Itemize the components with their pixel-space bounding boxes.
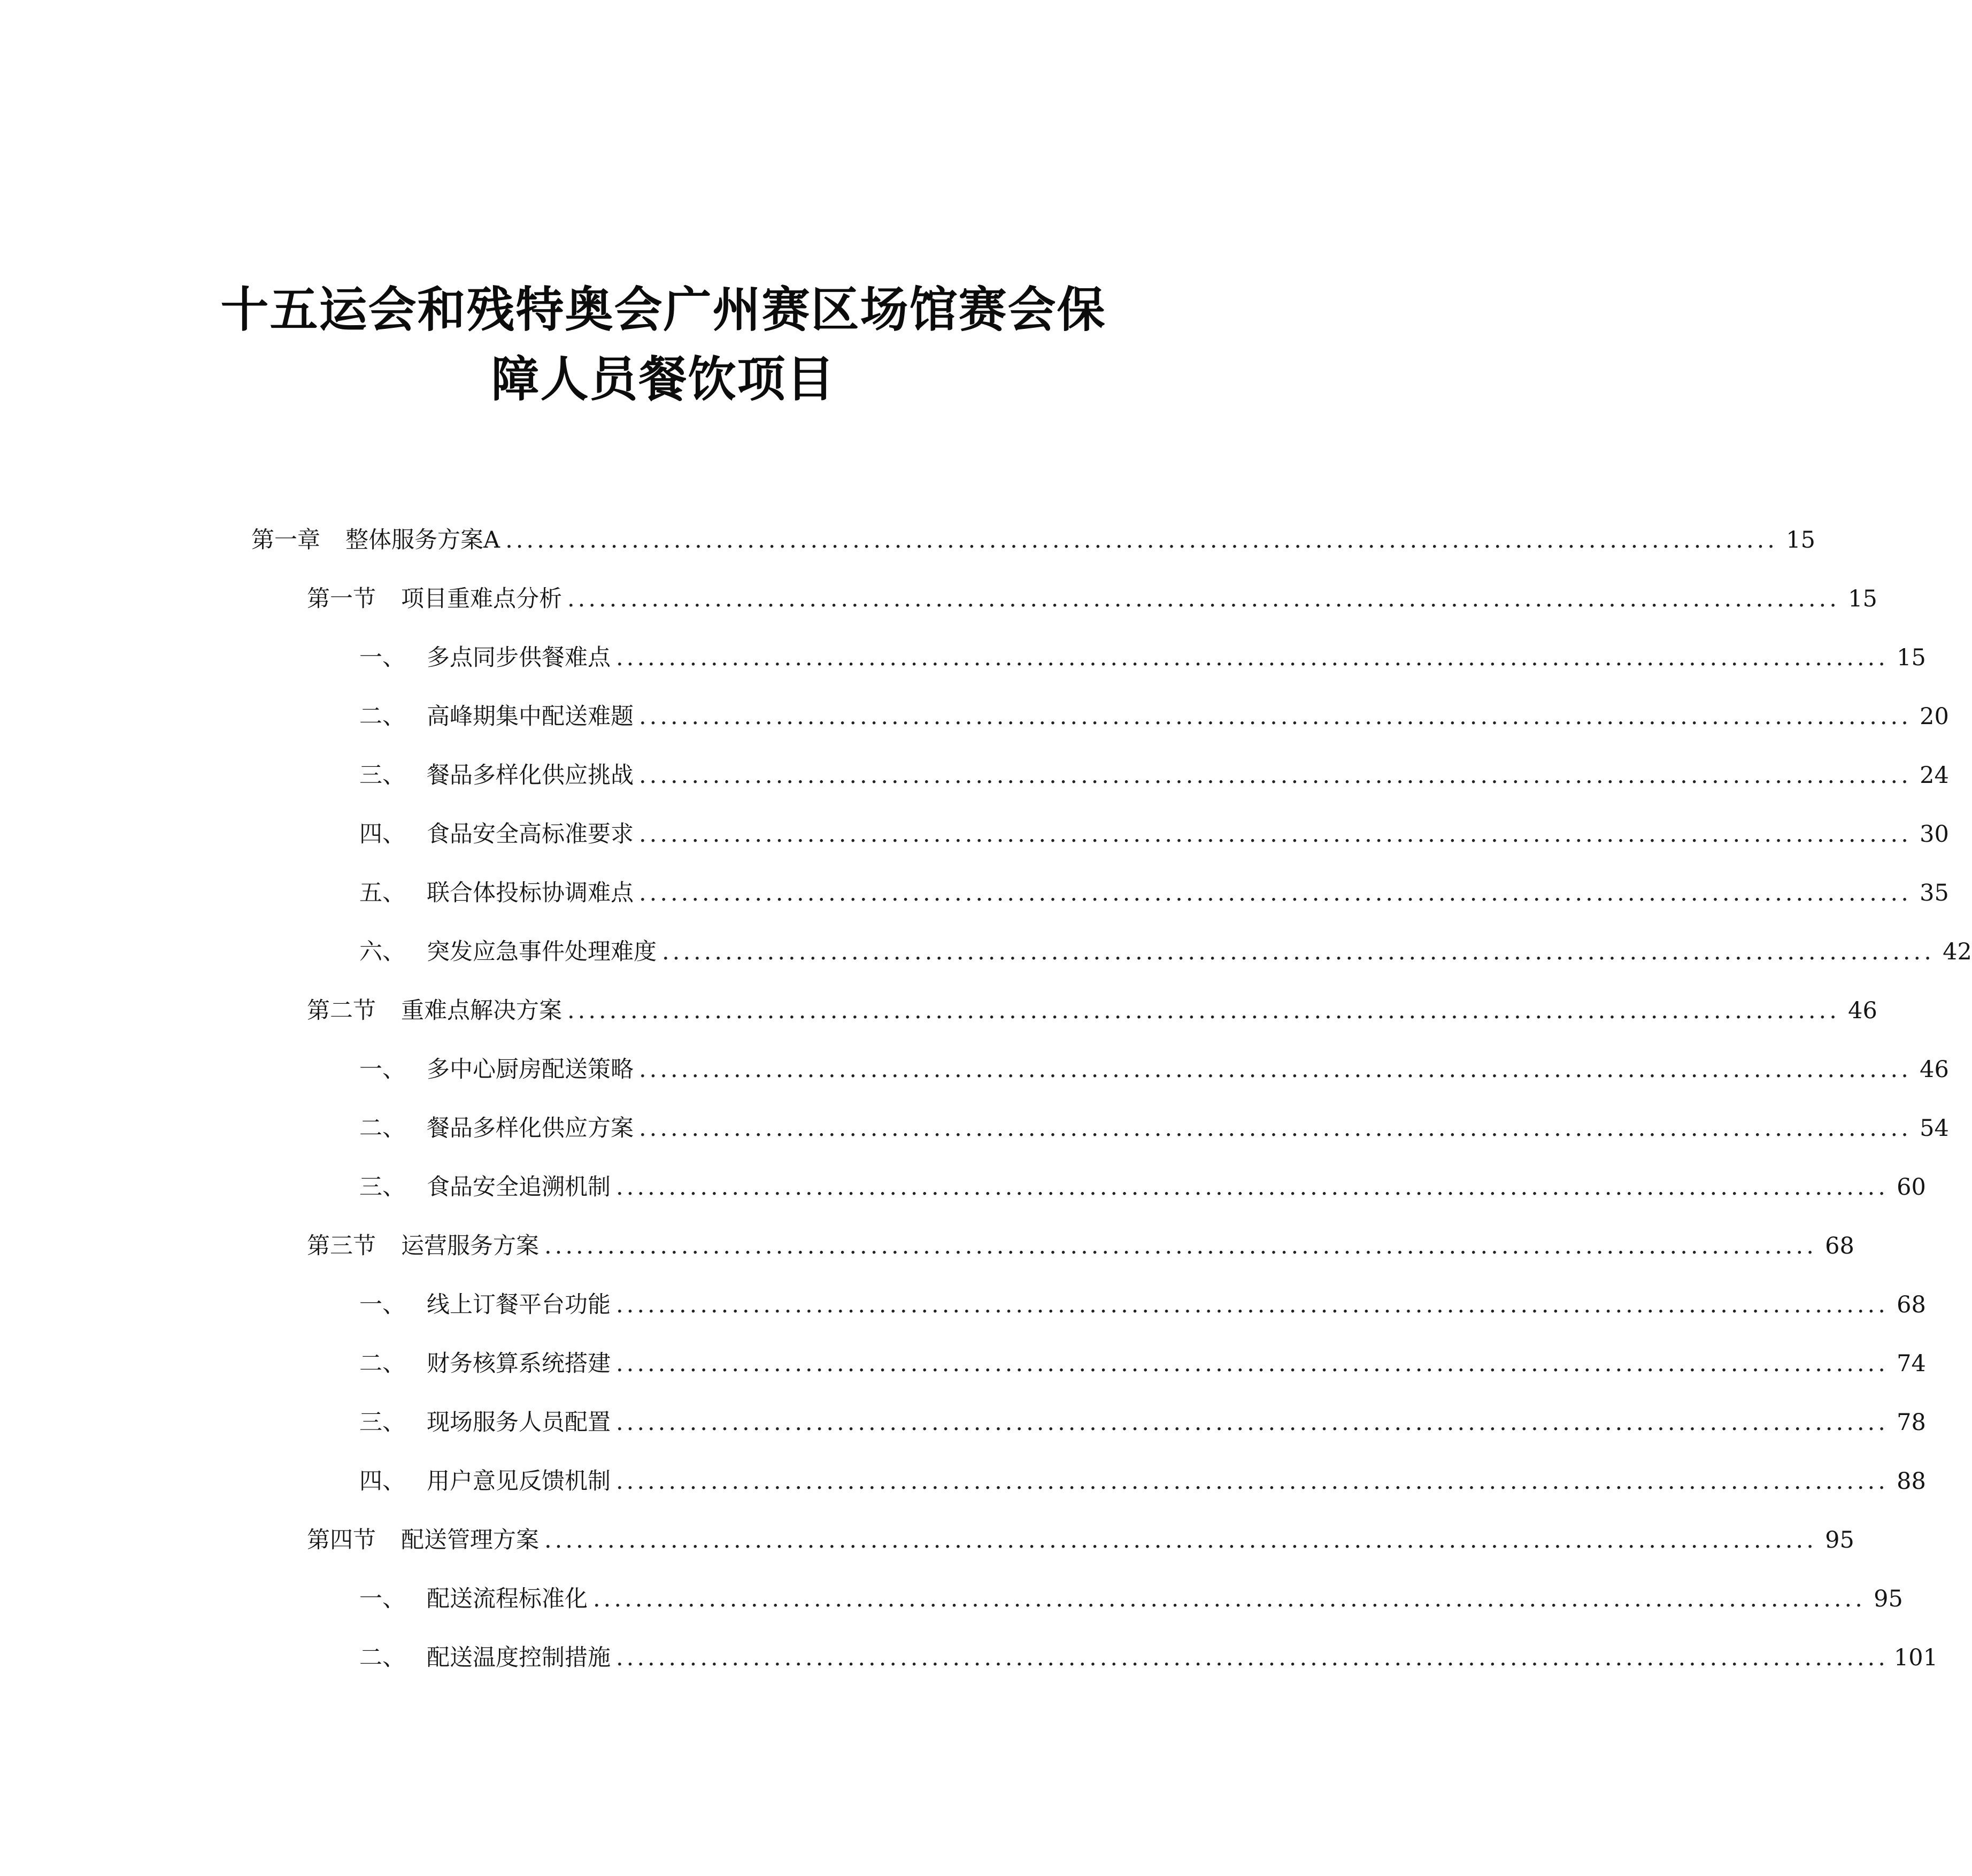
toc-leader-dots: ......................................................................................................................... <box>639 762 1912 789</box>
toc-label: 多中心厨房配送策略 <box>427 1056 634 1083</box>
toc-leader-dots: ......................................................................................................................... <box>616 1644 1889 1671</box>
toc-number: 五、 <box>359 880 405 906</box>
toc-label: 项目重难点分析 <box>401 586 562 612</box>
document-title-line-1: 十五运会和残特奥会广州赛区场馆赛会保 <box>220 282 1106 338</box>
toc-label: 联合体投标协调难点 <box>427 880 634 906</box>
toc-page-number: 30 <box>1920 821 1949 848</box>
toc-number: 四、 <box>359 821 405 848</box>
toc-label: 财务核算系统搭建 <box>427 1350 611 1377</box>
toc-leader-dots: ......................................................................................................................... <box>639 1056 1912 1083</box>
toc-entry-chapter[interactable] <box>251 519 1815 562</box>
toc-page-number: 15 <box>1848 586 1877 612</box>
toc-leader-dots: ......................................................................................................................... <box>616 1409 1889 1436</box>
toc-entry-subsection[interactable] <box>359 1342 1926 1385</box>
toc-number: 二、 <box>359 1644 405 1671</box>
toc-page-number: 95 <box>1825 1527 1854 1554</box>
toc-leader-dots: ......................................................................................................................... <box>662 939 1935 965</box>
toc-label: 运营服务方案 <box>401 1233 539 1259</box>
toc-page-number: 42 <box>1943 939 1972 965</box>
toc-page-number: 74 <box>1897 1350 1926 1377</box>
toc-page-number: 88 <box>1897 1468 1926 1495</box>
toc-leader-dots: ......................................................................................................................... <box>567 586 1840 612</box>
toc-label: 用户意见反馈机制 <box>427 1468 611 1495</box>
toc-label: 多点同步供餐难点 <box>427 644 611 671</box>
toc-leader-dots: ......................................................................................................................... <box>639 821 1912 848</box>
toc-label: 现场服务人员配置 <box>427 1409 611 1436</box>
toc-entry-subsection[interactable] <box>359 1048 1949 1091</box>
toc-entry-subsection[interactable] <box>359 813 1949 856</box>
toc-page-number: 24 <box>1920 762 1949 789</box>
toc-entry-subsection[interactable] <box>359 872 1949 914</box>
toc-label: 配送流程标准化 <box>427 1586 588 1612</box>
toc-page-number: 101 <box>1893 1644 1938 1671</box>
toc-number: 三、 <box>359 1409 405 1436</box>
toc-leader-dots: ......................................................................................................................... <box>567 997 1840 1024</box>
toc-label: 整体服务方案A <box>345 527 500 553</box>
toc-leader-dots: ......................................................................................................................... <box>616 1468 1889 1495</box>
toc-entry-section[interactable] <box>307 1225 1854 1267</box>
toc-page-number: 15 <box>1786 527 1815 553</box>
toc-label: 食品安全高标准要求 <box>427 821 634 848</box>
toc-number: 二、 <box>359 703 405 730</box>
toc-leader-dots: ......................................................................................................................... <box>639 703 1912 730</box>
toc-label: 食品安全追溯机制 <box>427 1174 611 1201</box>
toc-entry-subsection[interactable] <box>359 754 1949 797</box>
toc-label: 餐品多样化供应挑战 <box>427 762 634 789</box>
toc-number: 第二节 <box>307 997 376 1024</box>
toc-number: 四、 <box>359 1468 405 1495</box>
toc-leader-dots: ......................................................................................................................... <box>639 880 1912 906</box>
toc-number: 一、 <box>359 644 405 671</box>
toc-leader-dots: ......................................................................................................................... <box>639 1115 1912 1142</box>
toc-leader-dots: ......................................................................................................................... <box>593 1586 1866 1612</box>
toc-page-number: 68 <box>1897 1291 1926 1318</box>
toc-label: 高峰期集中配送难题 <box>427 703 634 730</box>
toc-number: 一、 <box>359 1291 405 1318</box>
toc-label: 餐品多样化供应方案 <box>427 1115 634 1142</box>
toc-page-number: 46 <box>1848 997 1877 1024</box>
toc-page-number: 20 <box>1920 703 1949 730</box>
toc-entry-subsection[interactable] <box>359 636 1926 679</box>
toc-entry-subsection[interactable] <box>359 1401 1926 1444</box>
toc-page-number: 35 <box>1920 880 1949 906</box>
toc-entry-subsection[interactable] <box>359 1578 1903 1620</box>
toc-label: 线上订餐平台功能 <box>427 1291 611 1318</box>
toc-page-number: 95 <box>1874 1586 1903 1612</box>
toc-entry-subsection[interactable] <box>359 1460 1926 1503</box>
toc-entry-subsection[interactable] <box>359 1636 1938 1679</box>
toc-leader-dots: ......................................................................................................................... <box>616 644 1889 671</box>
toc-number: 第四节 <box>307 1527 376 1554</box>
toc-label: 突发应急事件处理难度 <box>427 939 657 965</box>
toc-number: 第一章 <box>251 527 320 553</box>
toc-page-number: 15 <box>1897 644 1926 671</box>
toc-page-number: 54 <box>1920 1115 1949 1142</box>
toc-entry-section[interactable] <box>307 578 1877 620</box>
toc-leader-dots: ......................................................................................................................... <box>544 1527 1817 1554</box>
toc-entry-subsection[interactable] <box>359 1283 1926 1326</box>
toc-leader-dots: ......................................................................................................................... <box>616 1174 1889 1201</box>
toc-number: 一、 <box>359 1586 405 1612</box>
toc-page-number: 68 <box>1825 1233 1854 1259</box>
toc-leader-dots: ......................................................................................................................... <box>616 1350 1889 1377</box>
toc-label: 重难点解决方案 <box>401 997 562 1024</box>
toc-entry-section[interactable] <box>307 1519 1854 1562</box>
toc-leader-dots: ......................................................................................................................... <box>616 1291 1889 1318</box>
toc-label: 配送温度控制措施 <box>427 1644 611 1671</box>
toc-label: 配送管理方案 <box>401 1527 539 1554</box>
toc-page-number: 60 <box>1897 1174 1926 1201</box>
toc-entry-subsection[interactable] <box>359 695 1949 738</box>
toc-leader-dots: ......................................................................................................................... <box>505 527 1778 553</box>
toc-number: 三、 <box>359 1174 405 1201</box>
toc-page-number: 46 <box>1920 1056 1949 1083</box>
toc-number: 六、 <box>359 939 405 965</box>
toc-number: 二、 <box>359 1350 405 1377</box>
toc-number: 第三节 <box>307 1233 376 1259</box>
toc-entry-subsection[interactable] <box>359 1166 1926 1209</box>
toc-number: 一、 <box>359 1056 405 1083</box>
toc-entry-section[interactable] <box>307 989 1877 1032</box>
toc-page-number: 78 <box>1897 1409 1926 1436</box>
toc-number: 三、 <box>359 762 405 789</box>
toc-number: 二、 <box>359 1115 405 1142</box>
toc-number: 第一节 <box>307 586 376 612</box>
toc-leader-dots: ......................................................................................................................... <box>544 1233 1817 1259</box>
toc-entry-subsection[interactable] <box>359 1107 1949 1150</box>
toc-entry-subsection[interactable] <box>359 931 1972 973</box>
document-title-line-2: 障人员餐饮项目 <box>491 351 836 408</box>
